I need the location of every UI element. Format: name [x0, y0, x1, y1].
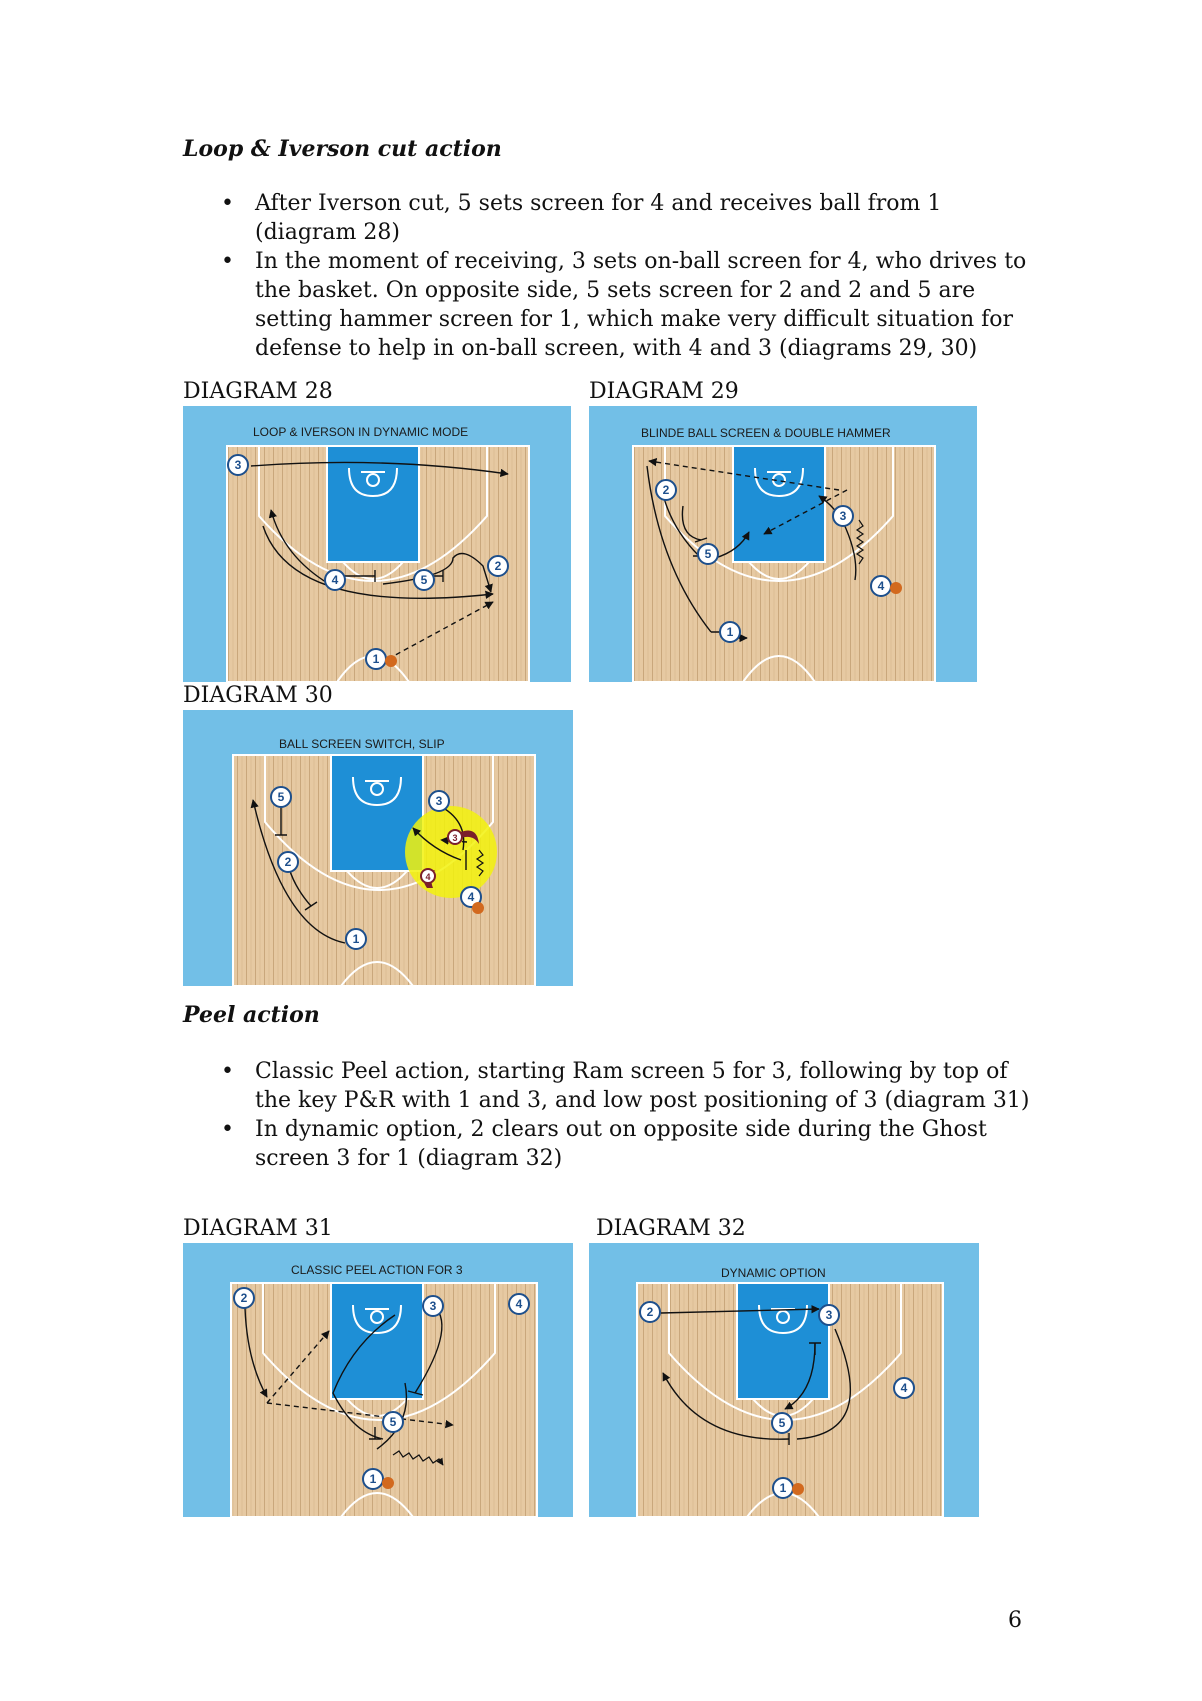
svg-text:1: 1 [726, 625, 734, 639]
player-2 [234, 1288, 254, 1308]
player-2 [640, 1302, 660, 1322]
court-30 [183, 710, 573, 986]
svg-text:5: 5 [704, 547, 712, 561]
diagram-label-29: DIAGRAM 29 [589, 379, 739, 404]
svg-text:2: 2 [646, 1305, 654, 1319]
court-31 [183, 1243, 573, 1517]
player-3 [833, 506, 853, 526]
svg-text:3: 3 [825, 1308, 833, 1322]
svg-text:2: 2 [240, 1291, 248, 1305]
svg-text:2: 2 [662, 483, 670, 497]
player-5 [414, 570, 434, 590]
player-5 [698, 544, 718, 564]
diagram-label-32: DIAGRAM 32 [596, 1216, 746, 1241]
player-3 [819, 1305, 839, 1325]
diagram-28 [183, 406, 571, 682]
svg-text:1: 1 [779, 1481, 787, 1495]
defender-4 [421, 869, 435, 883]
ball-icon [890, 582, 902, 594]
svg-text:5: 5 [277, 790, 285, 804]
svg-text:2: 2 [494, 559, 502, 573]
svg-text:5: 5 [778, 1416, 786, 1430]
ball-icon [472, 902, 484, 914]
diagram-title: BLINDE BALL SCREEN & DOUBLE HAMMER [641, 426, 891, 440]
player-4 [871, 576, 891, 596]
svg-text:4: 4 [425, 872, 431, 882]
svg-text:1: 1 [352, 932, 360, 946]
ball-icon [792, 1483, 804, 1495]
svg-text:1: 1 [372, 652, 380, 666]
svg-text:4: 4 [877, 579, 885, 593]
bullet-item: • In dynamic option, 2 clears out on opposite side during the Ghost screen 3 for 1 (diagram 32) [255, 1115, 1035, 1173]
diagram-label-28: DIAGRAM 28 [183, 379, 333, 404]
bullet-list-loop [255, 189, 1035, 363]
diagram-title: CLASSIC PEEL ACTION FOR 3 [291, 1263, 463, 1277]
player-4 [894, 1378, 914, 1398]
court-28 [183, 406, 571, 682]
player-2 [656, 480, 676, 500]
svg-text:1: 1 [369, 1472, 377, 1486]
svg-text:4: 4 [467, 890, 475, 904]
player-4 [509, 1294, 529, 1314]
ball-icon [382, 1477, 394, 1489]
diagram-31 [183, 1243, 573, 1517]
svg-text:3: 3 [839, 509, 847, 523]
bullet-list-peel [255, 1057, 1035, 1173]
svg-text:3: 3 [452, 833, 458, 843]
player-2 [488, 556, 508, 576]
player-3 [423, 1296, 443, 1316]
diagram-label-31: DIAGRAM 31 [183, 1216, 333, 1241]
svg-text:5: 5 [420, 573, 428, 587]
player-1 [720, 622, 740, 642]
svg-text:3: 3 [429, 1299, 437, 1313]
player-1 [773, 1478, 793, 1498]
svg-text:3: 3 [234, 458, 242, 472]
bullet-item: • Classic Peel action, starting Ram screen 5 for 3, following by top of the key P&R with 1 and 3, and low post positioning of 3 (diagram 31) [255, 1057, 1035, 1115]
player-1 [366, 649, 386, 669]
svg-text:4: 4 [331, 573, 339, 587]
diagram-label-30: DIAGRAM 30 [183, 683, 333, 708]
player-5 [271, 787, 291, 807]
player-5 [383, 1412, 403, 1432]
svg-text:5: 5 [389, 1415, 397, 1429]
diagram-title: DYNAMIC OPTION [721, 1266, 826, 1280]
player-4 [325, 570, 345, 590]
diagram-30 [183, 710, 573, 986]
heading-peel: Peel action [183, 1002, 320, 1028]
ball-icon [385, 655, 397, 667]
defender-3 [448, 830, 462, 844]
court-29 [589, 406, 977, 682]
player-3 [429, 791, 449, 811]
page-number: 6 [1008, 1608, 1022, 1633]
highlight-circle [405, 806, 497, 898]
court-32 [589, 1243, 979, 1517]
svg-text:2: 2 [284, 855, 292, 869]
player-1 [346, 929, 366, 949]
player-2 [278, 852, 298, 872]
player-1 [363, 1469, 383, 1489]
player-5 [772, 1413, 792, 1433]
diagram-title: LOOP & IVERSON IN DYNAMIC MODE [253, 425, 469, 439]
diagram-title: BALL SCREEN SWITCH, SLIP [279, 737, 445, 751]
svg-text:4: 4 [900, 1381, 908, 1395]
bullet-item: • After Iverson cut, 5 sets screen for 4 and receives ball from 1 (diagram 28) [255, 189, 1035, 247]
svg-text:3: 3 [435, 794, 443, 808]
diagram-32 [589, 1243, 979, 1517]
player-3 [228, 455, 248, 475]
heading-loop-iverson: Loop & Iverson cut action [183, 136, 502, 162]
bullet-item: • In the moment of receiving, 3 sets on-ball screen for 4, who drives to the basket. On opposite side, 5 sets screen for 2 and 2 and 5 are setting hammer screen for 1, which make very difficult situation for defense to help in on-ball screen, with 4 and 3 (diagrams 29, 30) [255, 247, 1035, 363]
diagram-29 [589, 406, 977, 682]
svg-text:4: 4 [515, 1297, 523, 1311]
